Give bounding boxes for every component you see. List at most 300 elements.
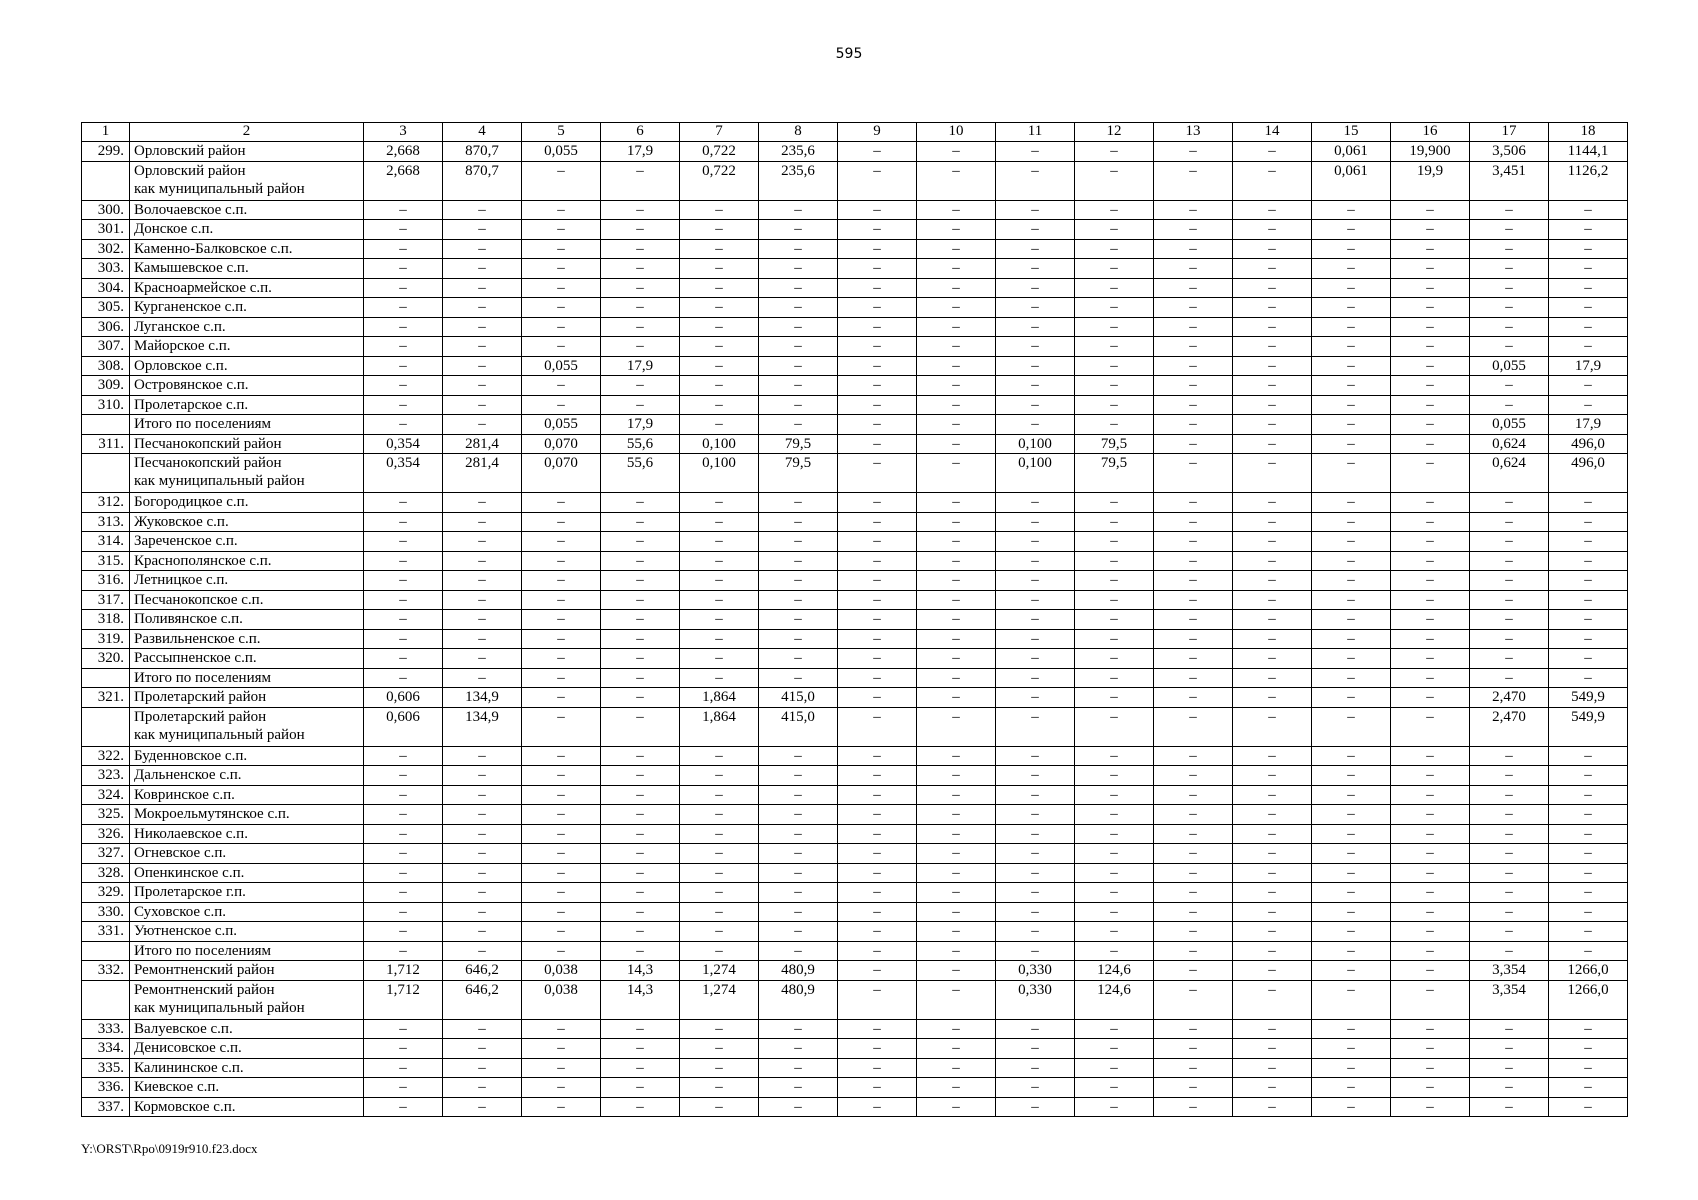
value-cell: –	[1391, 532, 1470, 552]
value-cell: –	[1470, 571, 1549, 591]
value-cell: –	[759, 395, 838, 415]
table-row	[82, 239, 1628, 259]
table-row	[82, 200, 1628, 220]
value-cell: –	[996, 902, 1075, 922]
value-cell: –	[1312, 824, 1391, 844]
value-cell: 2,668	[364, 161, 443, 200]
value-cell: –	[917, 1097, 996, 1117]
column-number-row	[82, 123, 1628, 142]
value-cell: –	[522, 649, 601, 669]
value-cell: –	[443, 766, 522, 786]
value-cell: –	[1549, 551, 1628, 571]
value-cell: –	[1312, 902, 1391, 922]
value-cell: –	[601, 746, 680, 766]
value-cell: 17,9	[601, 415, 680, 435]
value-cell: –	[364, 278, 443, 298]
value-cell: –	[1154, 883, 1233, 903]
value-cell: –	[996, 200, 1075, 220]
value-cell: 549,9	[1549, 688, 1628, 708]
value-cell: –	[917, 902, 996, 922]
value-cell: –	[1154, 161, 1233, 200]
value-cell: –	[1549, 259, 1628, 279]
value-cell: 235,6	[759, 142, 838, 162]
value-cell: –	[917, 707, 996, 746]
value-cell: –	[1470, 1078, 1549, 1098]
value-cell: –	[1233, 337, 1312, 357]
value-cell: –	[443, 805, 522, 825]
value-cell: –	[601, 298, 680, 318]
value-cell: –	[522, 298, 601, 318]
value-cell: –	[1549, 395, 1628, 415]
value-cell: –	[364, 1097, 443, 1117]
value-cell: –	[1075, 493, 1154, 513]
value-cell: –	[1470, 551, 1549, 571]
value-cell: –	[1312, 941, 1391, 961]
column-header: 4	[443, 123, 522, 142]
value-cell: –	[1075, 824, 1154, 844]
value-cell: –	[522, 883, 601, 903]
value-cell: 1,274	[680, 961, 759, 981]
row-number	[82, 941, 130, 961]
value-cell: –	[680, 571, 759, 591]
value-cell: –	[838, 688, 917, 708]
value-cell: –	[917, 883, 996, 903]
value-cell: –	[759, 415, 838, 435]
value-cell: 0,100	[680, 434, 759, 454]
value-cell: –	[1391, 1078, 1470, 1098]
value-cell: –	[838, 746, 917, 766]
value-cell: –	[838, 902, 917, 922]
value-cell: –	[838, 571, 917, 591]
table-row	[82, 278, 1628, 298]
value-cell: –	[1549, 376, 1628, 396]
value-cell: –	[1312, 220, 1391, 240]
value-cell: –	[1312, 356, 1391, 376]
value-cell: –	[1391, 688, 1470, 708]
value-cell: –	[680, 337, 759, 357]
value-cell: –	[1391, 649, 1470, 669]
value-cell: –	[1075, 805, 1154, 825]
value-cell: –	[759, 278, 838, 298]
column-header: 6	[601, 123, 680, 142]
value-cell: –	[443, 259, 522, 279]
value-cell: –	[601, 629, 680, 649]
value-cell: –	[443, 649, 522, 669]
value-cell: –	[522, 1078, 601, 1098]
value-cell: –	[838, 1019, 917, 1039]
row-number: 301.	[82, 220, 130, 240]
value-cell: 17,9	[1549, 415, 1628, 435]
value-cell: –	[759, 356, 838, 376]
value-cell: –	[601, 512, 680, 532]
value-cell: –	[522, 629, 601, 649]
value-cell: –	[996, 415, 1075, 435]
value-cell: –	[1391, 571, 1470, 591]
value-cell: –	[1549, 766, 1628, 786]
value-cell: –	[838, 668, 917, 688]
value-cell: –	[1075, 941, 1154, 961]
table-row	[82, 395, 1628, 415]
row-name: Орловский район	[130, 142, 364, 162]
value-cell: –	[522, 1058, 601, 1078]
row-name: Пролетарский район как муниципальный район	[130, 707, 364, 746]
value-cell: –	[1470, 805, 1549, 825]
table-header	[82, 123, 1628, 142]
value-cell: 1,864	[680, 707, 759, 746]
value-cell: –	[1075, 142, 1154, 162]
value-cell: –	[838, 415, 917, 435]
value-cell: –	[1312, 532, 1391, 552]
value-cell: –	[1233, 434, 1312, 454]
value-cell: –	[443, 785, 522, 805]
value-cell: 124,6	[1075, 961, 1154, 981]
row-number: 318.	[82, 610, 130, 630]
value-cell: –	[917, 980, 996, 1019]
value-cell: 0,722	[680, 142, 759, 162]
table-row	[82, 1019, 1628, 1039]
value-cell: –	[364, 805, 443, 825]
row-number: 320.	[82, 649, 130, 669]
row-number: 317.	[82, 590, 130, 610]
value-cell: –	[1391, 395, 1470, 415]
value-cell: –	[1075, 317, 1154, 337]
value-cell: –	[1233, 922, 1312, 942]
value-cell: 55,6	[601, 454, 680, 493]
row-name: Уютненское с.п.	[130, 922, 364, 942]
table-row	[82, 688, 1628, 708]
value-cell: –	[680, 298, 759, 318]
value-cell: –	[1391, 941, 1470, 961]
value-cell: –	[1154, 1019, 1233, 1039]
value-cell: 3,354	[1470, 961, 1549, 981]
value-cell: –	[680, 610, 759, 630]
value-cell: –	[522, 941, 601, 961]
value-cell: –	[443, 512, 522, 532]
value-cell: –	[838, 298, 917, 318]
value-cell: –	[759, 805, 838, 825]
value-cell: –	[364, 415, 443, 435]
value-cell: –	[522, 707, 601, 746]
value-cell: –	[443, 844, 522, 864]
value-cell: 0,354	[364, 434, 443, 454]
value-cell: –	[601, 1039, 680, 1059]
value-cell: –	[601, 337, 680, 357]
value-cell: –	[917, 766, 996, 786]
value-cell: –	[1233, 161, 1312, 200]
value-cell: –	[1391, 434, 1470, 454]
value-cell: –	[1154, 571, 1233, 591]
value-cell: –	[996, 668, 1075, 688]
value-cell: –	[1233, 688, 1312, 708]
value-cell: –	[838, 610, 917, 630]
value-cell: –	[1470, 629, 1549, 649]
value-cell: –	[1549, 902, 1628, 922]
value-cell: 19,9	[1391, 161, 1470, 200]
row-number: 315.	[82, 551, 130, 571]
value-cell: –	[601, 1019, 680, 1039]
value-cell: 480,9	[759, 980, 838, 1019]
value-cell: –	[1075, 1097, 1154, 1117]
value-cell: –	[1549, 1058, 1628, 1078]
value-cell: 3,506	[1470, 142, 1549, 162]
value-cell: –	[1154, 454, 1233, 493]
row-name: Богородицкое с.п.	[130, 493, 364, 513]
value-cell: –	[759, 824, 838, 844]
column-header: 15	[1312, 123, 1391, 142]
row-name: Пролетарский район	[130, 688, 364, 708]
value-cell: –	[759, 376, 838, 396]
value-cell: –	[1075, 376, 1154, 396]
value-cell: –	[522, 337, 601, 357]
value-cell: 0,055	[522, 415, 601, 435]
value-cell: –	[1470, 863, 1549, 883]
value-cell: –	[1549, 649, 1628, 669]
value-cell: –	[996, 649, 1075, 669]
value-cell: –	[1391, 337, 1470, 357]
value-cell: –	[680, 239, 759, 259]
value-cell: –	[1075, 1078, 1154, 1098]
value-cell: –	[364, 941, 443, 961]
value-cell: –	[1470, 902, 1549, 922]
value-cell: –	[1391, 317, 1470, 337]
value-cell: –	[917, 629, 996, 649]
value-cell: –	[1075, 649, 1154, 669]
value-cell: –	[1312, 1019, 1391, 1039]
value-cell: –	[601, 395, 680, 415]
value-cell: –	[1312, 980, 1391, 1019]
column-header: 11	[996, 123, 1075, 142]
value-cell: –	[1391, 512, 1470, 532]
value-cell: –	[601, 902, 680, 922]
row-name: Опенкинское с.п.	[130, 863, 364, 883]
value-cell: –	[1391, 961, 1470, 981]
value-cell: –	[838, 551, 917, 571]
value-cell: –	[996, 1058, 1075, 1078]
value-cell: 496,0	[1549, 434, 1628, 454]
row-number: 319.	[82, 629, 130, 649]
value-cell: –	[838, 512, 917, 532]
row-name: Ремонтненский район	[130, 961, 364, 981]
value-cell: –	[443, 239, 522, 259]
value-cell: –	[1312, 512, 1391, 532]
value-cell: –	[522, 590, 601, 610]
value-cell: –	[917, 961, 996, 981]
value-cell: –	[838, 493, 917, 513]
row-number: 327.	[82, 844, 130, 864]
value-cell: –	[1312, 863, 1391, 883]
value-cell: –	[601, 259, 680, 279]
value-cell: 1,864	[680, 688, 759, 708]
row-number	[82, 161, 130, 200]
value-cell: –	[917, 454, 996, 493]
value-cell: –	[601, 239, 680, 259]
value-cell: –	[917, 1078, 996, 1098]
column-header: 12	[1075, 123, 1154, 142]
table-row	[82, 298, 1628, 318]
value-cell: 0,038	[522, 980, 601, 1019]
value-cell: –	[996, 941, 1075, 961]
value-cell: –	[1470, 922, 1549, 942]
row-number	[82, 980, 130, 1019]
value-cell: –	[364, 766, 443, 786]
value-cell: –	[443, 532, 522, 552]
value-cell: –	[759, 844, 838, 864]
value-cell: –	[917, 922, 996, 942]
value-cell: –	[1312, 415, 1391, 435]
value-cell: –	[838, 649, 917, 669]
column-header: 5	[522, 123, 601, 142]
value-cell: –	[1391, 454, 1470, 493]
value-cell: –	[759, 863, 838, 883]
value-cell: –	[522, 551, 601, 571]
value-cell: –	[1154, 785, 1233, 805]
value-cell: –	[917, 200, 996, 220]
value-cell: –	[601, 1097, 680, 1117]
table-row	[82, 649, 1628, 669]
row-name: Валуевское с.п.	[130, 1019, 364, 1039]
value-cell: –	[759, 649, 838, 669]
value-cell: –	[1470, 239, 1549, 259]
value-cell: –	[917, 1019, 996, 1039]
column-header: 13	[1154, 123, 1233, 142]
row-number: 304.	[82, 278, 130, 298]
value-cell: –	[1154, 200, 1233, 220]
value-cell: –	[680, 259, 759, 279]
value-cell: –	[1391, 356, 1470, 376]
value-cell: –	[838, 629, 917, 649]
value-cell: –	[1075, 551, 1154, 571]
value-cell: –	[759, 1039, 838, 1059]
value-cell: –	[1233, 590, 1312, 610]
value-cell: –	[1154, 610, 1233, 630]
value-cell: –	[1549, 1097, 1628, 1117]
value-cell: –	[996, 356, 1075, 376]
value-cell: –	[443, 1039, 522, 1059]
value-cell: –	[1154, 844, 1233, 864]
value-cell: –	[1154, 746, 1233, 766]
value-cell: –	[838, 863, 917, 883]
value-cell: –	[601, 707, 680, 746]
value-cell: –	[364, 863, 443, 883]
value-cell: –	[838, 766, 917, 786]
value-cell: –	[838, 844, 917, 864]
value-cell: –	[522, 785, 601, 805]
value-cell: –	[1391, 551, 1470, 571]
value-cell: –	[1233, 1039, 1312, 1059]
value-cell: –	[996, 220, 1075, 240]
value-cell: –	[759, 941, 838, 961]
value-cell: –	[917, 259, 996, 279]
value-cell: –	[838, 259, 917, 279]
value-cell: –	[759, 571, 838, 591]
value-cell: –	[1154, 707, 1233, 746]
row-number: 314.	[82, 532, 130, 552]
value-cell: –	[1312, 1058, 1391, 1078]
row-name: Островянское с.п.	[130, 376, 364, 396]
value-cell: –	[1233, 415, 1312, 435]
row-number: 332.	[82, 961, 130, 981]
value-cell: –	[1470, 337, 1549, 357]
value-cell: –	[1233, 259, 1312, 279]
value-cell: –	[838, 824, 917, 844]
value-cell: –	[680, 824, 759, 844]
value-cell: –	[1312, 805, 1391, 825]
value-cell: –	[759, 1097, 838, 1117]
value-cell: –	[680, 356, 759, 376]
table-body	[82, 142, 1628, 1117]
row-number: 310.	[82, 395, 130, 415]
value-cell: –	[443, 610, 522, 630]
value-cell: –	[1233, 629, 1312, 649]
value-cell: –	[364, 571, 443, 591]
value-cell: –	[680, 278, 759, 298]
row-name: Николаевское с.п.	[130, 824, 364, 844]
value-cell: –	[443, 317, 522, 337]
value-cell: –	[759, 259, 838, 279]
value-cell: –	[838, 1058, 917, 1078]
value-cell: –	[1154, 1097, 1233, 1117]
value-cell: –	[1154, 863, 1233, 883]
value-cell: –	[1233, 746, 1312, 766]
row-name: Курганенское с.п.	[130, 298, 364, 318]
value-cell: –	[1391, 629, 1470, 649]
value-cell: –	[1391, 200, 1470, 220]
value-cell: –	[1233, 766, 1312, 786]
value-cell: –	[443, 922, 522, 942]
value-cell: –	[917, 376, 996, 396]
value-cell: 480,9	[759, 961, 838, 981]
value-cell: –	[917, 590, 996, 610]
value-cell: –	[1549, 824, 1628, 844]
value-cell: –	[838, 161, 917, 200]
row-number	[82, 454, 130, 493]
value-cell: –	[996, 317, 1075, 337]
value-cell: –	[838, 220, 917, 240]
value-cell: –	[364, 629, 443, 649]
value-cell: 281,4	[443, 434, 522, 454]
value-cell: –	[1075, 200, 1154, 220]
value-cell: –	[996, 376, 1075, 396]
data-table	[81, 122, 1628, 1117]
value-cell: –	[1312, 434, 1391, 454]
value-cell: –	[1154, 629, 1233, 649]
value-cell: –	[1233, 610, 1312, 630]
value-cell: –	[1549, 1078, 1628, 1098]
value-cell: –	[601, 649, 680, 669]
value-cell: –	[996, 610, 1075, 630]
value-cell: –	[601, 766, 680, 786]
value-cell: –	[364, 395, 443, 415]
value-cell: –	[1075, 863, 1154, 883]
row-name: Буденновское с.п.	[130, 746, 364, 766]
value-cell: –	[1075, 1019, 1154, 1039]
value-cell: –	[522, 278, 601, 298]
value-cell: –	[1470, 493, 1549, 513]
value-cell: –	[996, 785, 1075, 805]
table-row	[82, 610, 1628, 630]
value-cell: –	[522, 395, 601, 415]
value-cell: –	[443, 1019, 522, 1039]
value-cell: –	[1312, 785, 1391, 805]
value-cell: 17,9	[1549, 356, 1628, 376]
value-cell: –	[1549, 922, 1628, 942]
value-cell: –	[680, 785, 759, 805]
value-cell: –	[838, 922, 917, 942]
value-cell: –	[1075, 1058, 1154, 1078]
value-cell: –	[443, 1058, 522, 1078]
value-cell: –	[759, 532, 838, 552]
value-cell: –	[680, 220, 759, 240]
